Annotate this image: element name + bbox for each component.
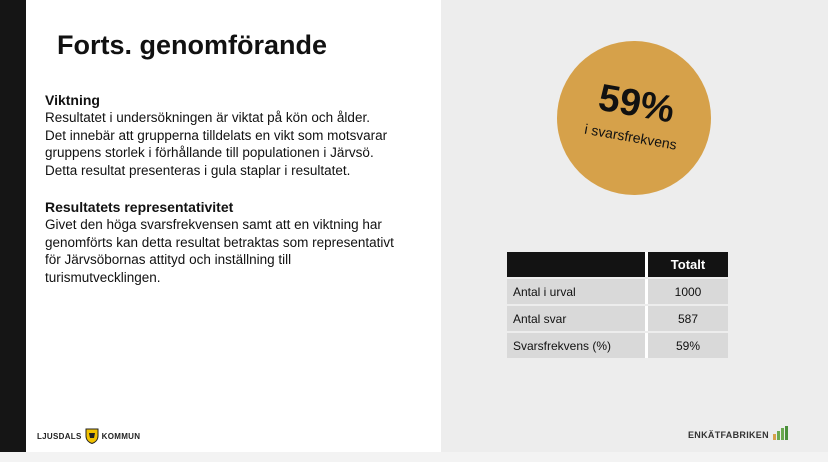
body-line: Givet den höga svarsfrekvensen samt att en viktning har [45,217,382,232]
circle-text [545,29,723,207]
body-line: genomförts kan detta resultat betraktas som representativt [45,234,394,250]
logo-text-enkatfabriken: ENKÄTFABRIKEN [688,430,769,440]
logo-text-ljusdals: LJUSDALS [37,431,82,441]
table-row [507,306,728,331]
row-label: Antal i urval [507,279,645,304]
enkatfabriken-logo [688,426,788,440]
row-label: Antal svar [507,306,645,331]
body-line: Detta resultat presenteras i gula staplar i resultatet. [45,162,351,178]
response-rate-value: 59% [595,76,678,132]
crest-icon [85,428,99,444]
body-line: Det innebär att grupperna tilldelats en vikt som motsvarar [45,127,388,143]
table-row [507,333,728,358]
response-rate-circle [557,41,711,195]
section-representativitet [45,199,445,286]
table-header-total: Totalt [645,252,728,277]
body-line: Resultatet i undersökningen är viktat på kön och ålder. [45,110,370,125]
left-accent-bar [0,0,26,452]
row-value: 587 [645,306,728,331]
stats-table [507,250,728,360]
section-heading: Resultatets representativitet [45,199,234,215]
row-label: Svarsfrekvens (%) [507,333,645,358]
slide-title: Forts. genomförande [57,30,328,60]
body-line: för Järvsöbornas attityd och inställning till [45,252,292,267]
row-value: 1000 [645,279,728,304]
ljusdals-kommun-logo [37,428,140,444]
row-value: 59% [645,333,728,358]
response-rate-label: i svarsfrekvens [583,120,679,153]
table-header-row [507,252,728,277]
table-row [507,279,728,304]
logo-text-kommun: KOMMUN [101,431,141,441]
table-header-blank [507,252,645,277]
section-viktning [45,92,445,179]
body-line: gruppens storlek i förhållande till populationen i Järvsö. [45,145,374,160]
section-heading: Viktning [45,92,100,108]
bar-chart-icon [773,426,788,440]
body-line: turismutvecklingen. [45,269,161,285]
